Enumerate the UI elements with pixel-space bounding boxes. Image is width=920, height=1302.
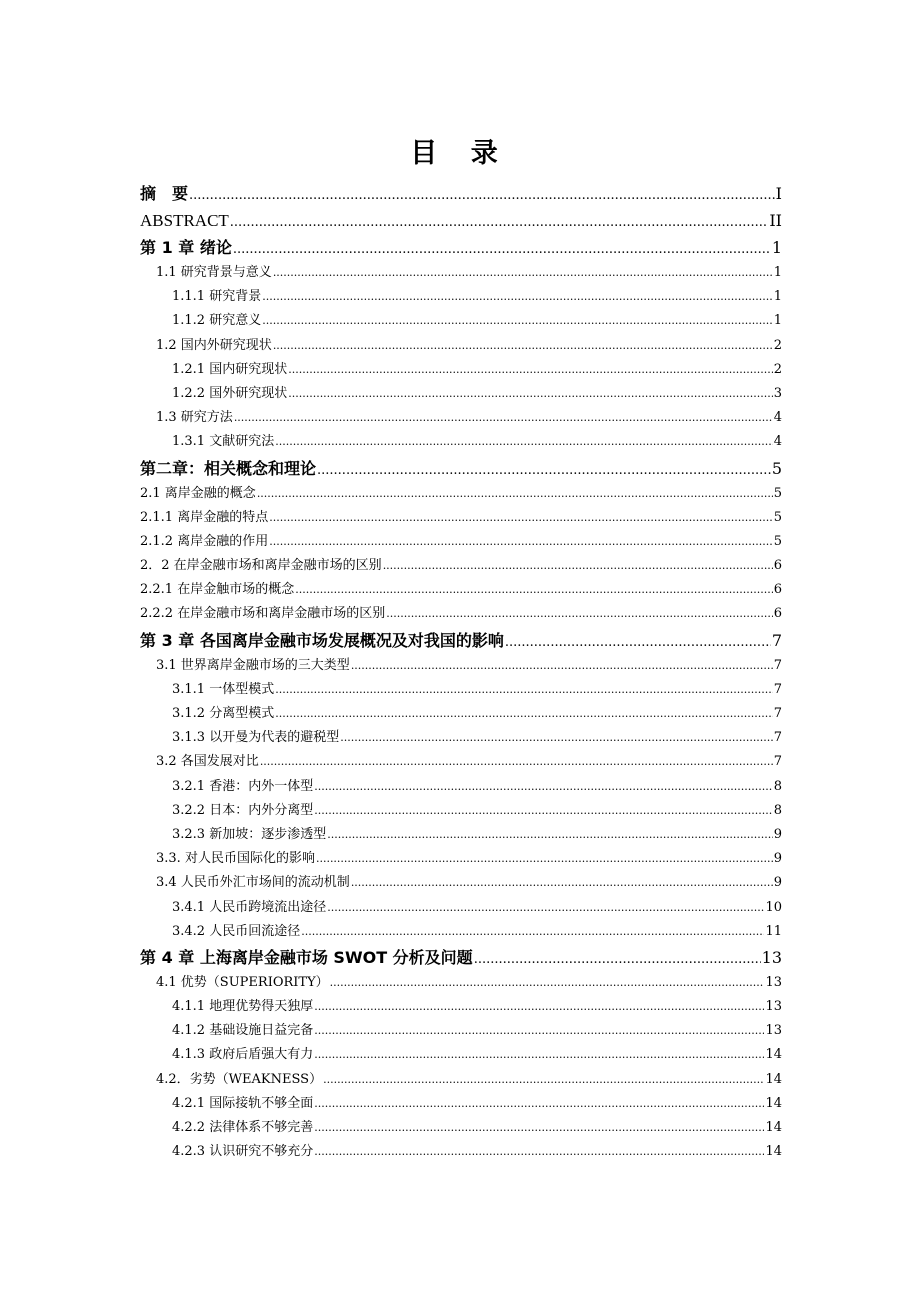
toc-entry-page: 5 <box>771 458 782 478</box>
toc-entry-label: 4.1.3 政府后盾强大有力 <box>172 1047 314 1063</box>
toc-entry[interactable] <box>140 1116 782 1140</box>
toc-entry-page: 8 <box>773 802 782 818</box>
dot-leader <box>330 971 765 995</box>
dot-leader <box>288 358 773 382</box>
toc-entry-page: 9 <box>773 826 782 842</box>
toc-entry-label: 3.2.2 日本：内外分离型 <box>172 802 314 818</box>
toc-entry[interactable] <box>140 896 782 920</box>
dot-leader <box>301 920 764 944</box>
dot-leader <box>386 602 773 626</box>
toc-entry-label: 2.1.1 离岸金融的特点 <box>140 509 269 525</box>
dot-leader <box>314 1043 764 1067</box>
toc-entry-label: 1.3.1 文献研究法 <box>172 434 275 450</box>
dot-leader <box>505 629 771 656</box>
toc-entry-label: 3.4 人民币外汇市场间的流动机制 <box>156 875 350 891</box>
toc-entry-label: 3.4.1 人民币跨境流出途径 <box>172 899 327 915</box>
dot-leader <box>257 482 773 506</box>
toc-entry-label: 3.2.3 新加坡：逐步渗透型 <box>172 826 327 842</box>
toc-entry-page: 7 <box>771 630 782 650</box>
toc-entry[interactable] <box>140 482 782 506</box>
dot-leader <box>260 750 773 774</box>
toc-entry[interactable] <box>140 627 782 654</box>
dot-leader <box>314 995 764 1019</box>
toc-entry-label: 4.1 优势（SUPERIORITY） <box>156 974 329 990</box>
toc-entry-label: 4.1.1 地理优势得天独厚 <box>172 999 314 1015</box>
toc-entry-label: 3.2 各国发展对比 <box>156 754 259 770</box>
dot-leader <box>340 726 773 750</box>
toc-entry-label: 3.4.2 人民币回流途径 <box>172 923 301 939</box>
dot-leader <box>314 1116 764 1140</box>
dot-leader <box>474 946 761 973</box>
toc-entry-page: 8 <box>773 778 782 794</box>
dot-leader <box>230 209 769 236</box>
dot-leader <box>314 1019 764 1043</box>
toc-entry[interactable] <box>140 506 782 530</box>
toc-entry-page: 7 <box>773 681 782 697</box>
toc-entry-label: 1.3 研究方法 <box>156 410 233 426</box>
toc-entry[interactable] <box>140 180 782 207</box>
dot-leader <box>314 1092 764 1116</box>
toc-entry-page: 14 <box>765 1120 782 1135</box>
toc-entry-label: 3.2.1 香港：内外一体型 <box>172 778 314 794</box>
toc-entry[interactable] <box>140 334 782 358</box>
toc-entry-page: 3 <box>773 385 782 401</box>
dot-leader <box>189 182 775 209</box>
toc-entry[interactable] <box>140 285 782 309</box>
toc-entry-page: 5 <box>773 533 782 549</box>
toc-entry-page: 14 <box>765 1144 782 1160</box>
toc-entry[interactable] <box>140 602 782 626</box>
toc-entry[interactable] <box>140 971 782 995</box>
toc-entry-page: 6 <box>773 558 782 574</box>
toc-entry[interactable] <box>140 920 782 944</box>
toc-entry[interactable] <box>140 309 782 333</box>
toc-entry[interactable] <box>140 207 782 234</box>
toc-entry-label: 4.2.3 认识研究不够充分 <box>172 1144 314 1160</box>
toc-entry-page: II <box>769 211 782 230</box>
toc-entry-page: 13 <box>761 947 782 967</box>
toc-entry-page: 13 <box>765 999 782 1015</box>
toc-entry[interactable] <box>140 678 782 702</box>
toc-entry-page: 14 <box>765 1047 782 1063</box>
toc-entry[interactable] <box>140 1019 782 1043</box>
toc-entry[interactable] <box>140 455 782 482</box>
toc-entry-label: 1.2.1 国内研究现状 <box>172 361 288 377</box>
toc-entry[interactable] <box>140 871 782 895</box>
toc-entry[interactable] <box>140 430 782 454</box>
dot-leader <box>233 236 771 263</box>
toc-entry-page: 6 <box>773 606 782 622</box>
toc-entry-page: 11 <box>765 923 782 939</box>
toc-entry-label: 第 4 章 上海离岸金融市场 SWOT 分析及问题 <box>140 947 473 967</box>
toc-entry-page: 1 <box>773 265 782 280</box>
toc-entry-label: 4.2．劣势（WEAKNESS） <box>156 1071 323 1087</box>
toc-entry-page: 14 <box>765 1095 782 1111</box>
dot-leader <box>327 896 764 920</box>
toc-entry-label: 1.1 研究背景与意义 <box>156 265 272 280</box>
toc-entry-label: 3.1.3 以开曼为代表的避税型 <box>172 730 340 746</box>
toc-entry-page: 4 <box>773 434 782 450</box>
toc-entry-label: 2.2.1 在岸金触市场的概念 <box>140 582 295 598</box>
toc-entry-label: 3.3. 对人民币国际化的影响 <box>156 851 315 867</box>
toc-entry-label: 4.2.2 法律体系不够完善 <box>172 1120 314 1135</box>
dot-leader <box>269 506 773 530</box>
dot-leader <box>262 285 773 309</box>
toc-entry-label: 2.1.2 离岸金融的作用 <box>140 533 269 549</box>
toc-entry[interactable] <box>140 382 782 406</box>
toc-entry[interactable] <box>140 261 782 285</box>
toc-entry[interactable] <box>140 1043 782 1067</box>
toc-entry-page: 1 <box>773 313 782 329</box>
toc-entry[interactable] <box>140 944 782 971</box>
toc-entry-label: 3.1.1 一体型模式 <box>172 681 275 697</box>
toc-entry[interactable] <box>140 530 782 554</box>
toc-entry-page: 5 <box>773 485 782 501</box>
toc-entry[interactable] <box>140 1092 782 1116</box>
toc-entry-label: 第 1 章 绪论 <box>140 238 232 257</box>
toc-entry[interactable] <box>140 702 782 726</box>
table-of-contents <box>140 180 782 1164</box>
toc-entry-page: 1 <box>773 289 782 305</box>
toc-entry[interactable] <box>140 726 782 750</box>
toc-entry-page: 9 <box>773 875 782 891</box>
toc-entry-label: ABSTRACT <box>140 211 229 230</box>
toc-entry-page: I <box>775 184 782 203</box>
dot-leader <box>317 457 771 484</box>
toc-entry-label: 3.1.2 分离型模式 <box>172 706 275 721</box>
dot-leader <box>273 261 773 285</box>
toc-entry-label: 1.1.2 研究意义 <box>172 313 262 329</box>
toc-entry[interactable] <box>140 578 782 602</box>
toc-entry[interactable] <box>140 823 782 847</box>
dot-leader <box>323 1068 764 1092</box>
toc-entry[interactable] <box>140 799 782 823</box>
toc-entry[interactable] <box>140 847 782 871</box>
dot-leader <box>269 530 773 554</box>
toc-entry-page: 7 <box>773 706 782 721</box>
toc-entry-page: 13 <box>765 1023 782 1039</box>
toc-entry-page: 7 <box>773 657 782 673</box>
toc-entry[interactable] <box>140 750 782 774</box>
dot-leader <box>234 406 773 430</box>
dot-leader <box>314 1140 764 1164</box>
dot-leader <box>383 554 773 578</box>
toc-entry-label: 4.1.2 基础设施日益完备 <box>172 1023 314 1039</box>
toc-entry-page: 5 <box>773 509 782 525</box>
toc-entry-label: 2．2 在岸金融市场和离岸金融市场的区别 <box>140 558 382 574</box>
toc-entry-label: 1.2 国内外研究现状 <box>156 337 272 353</box>
dot-leader <box>275 702 773 726</box>
dot-leader <box>351 871 773 895</box>
dot-leader <box>314 775 773 799</box>
dot-leader <box>288 382 773 406</box>
dot-leader <box>316 847 773 871</box>
toc-entry-label: 1.2.2 国外研究现状 <box>172 385 288 401</box>
toc-entry-label: 2.2.2 在岸金融市场和离岸金融市场的区别 <box>140 606 386 622</box>
toc-entry-label: 第 3 章 各国离岸金融市场发展概况及对我国的影响 <box>140 630 504 650</box>
toc-entry-label: 第二章：相关概念和理论 <box>140 458 317 478</box>
toc-entry[interactable] <box>140 358 782 382</box>
dot-leader <box>314 799 773 823</box>
toc-entry-label: 3.1 世界离岸金融市场的三大类型 <box>156 657 350 673</box>
page-title: 目 录 <box>410 138 510 169</box>
toc-entry-page: 1 <box>771 238 782 257</box>
dot-leader <box>275 678 773 702</box>
toc-entry-page: 13 <box>765 974 782 990</box>
toc-entry-page: 7 <box>773 754 782 770</box>
dot-leader <box>273 334 773 358</box>
toc-entry[interactable] <box>140 654 782 678</box>
dot-leader <box>275 430 773 454</box>
toc-entry-page: 7 <box>773 730 782 746</box>
toc-entry-page: 10 <box>765 899 782 915</box>
toc-entry[interactable] <box>140 995 782 1019</box>
toc-entry-page: 2 <box>773 361 782 377</box>
toc-entry-page: 9 <box>773 851 782 867</box>
toc-entry[interactable] <box>140 1140 782 1164</box>
dot-leader <box>327 823 773 847</box>
toc-entry-page: 4 <box>773 410 782 426</box>
toc-entry-label: 4.2.1 国际接轨不够全面 <box>172 1095 314 1111</box>
toc-entry[interactable] <box>140 1068 782 1092</box>
toc-entry[interactable] <box>140 406 782 430</box>
dot-leader <box>262 309 773 333</box>
toc-entry[interactable] <box>140 554 782 578</box>
toc-entry-page: 14 <box>765 1071 782 1087</box>
toc-entry-label: 摘 要 <box>140 184 189 203</box>
toc-entry-label: 1.1.1 研究背景 <box>172 289 262 305</box>
toc-entry[interactable] <box>140 775 782 799</box>
dot-leader <box>295 578 773 602</box>
dot-leader <box>351 654 773 678</box>
toc-entry-page: 6 <box>773 582 782 598</box>
toc-entry-page: 2 <box>773 337 782 353</box>
toc-entry-label: 2.1 离岸金融的概念 <box>140 485 256 501</box>
toc-entry[interactable] <box>140 234 782 261</box>
